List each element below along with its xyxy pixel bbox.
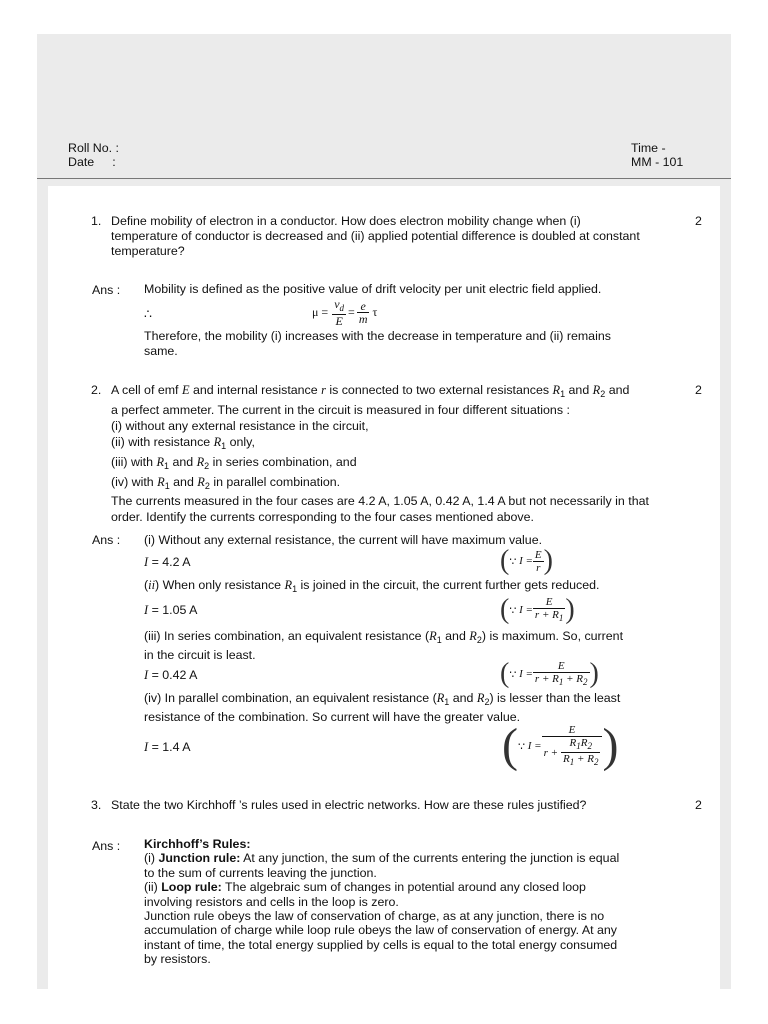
mobility-formula — [312, 298, 377, 327]
answer-line: to the sum of currents leaving the junction. — [144, 865, 377, 880]
question-line: temperature? — [111, 244, 185, 259]
frac-num: E — [542, 724, 603, 737]
question-line: a perfect ammeter. The current in the circuit is measured in four different situations : — [111, 402, 570, 417]
loop-rule — [144, 880, 684, 894]
rule-prefix: (ii) — [144, 880, 158, 895]
current-value: = 1.4 A — [148, 740, 191, 754]
formula-fraction-vd-over-e — [332, 298, 346, 327]
question-2-marks: 2 — [695, 383, 702, 397]
formula-mass: m — [358, 312, 368, 326]
answer-3-body — [144, 837, 684, 967]
current-value-3 — [144, 668, 197, 683]
current-value-4 — [144, 740, 191, 755]
answer-line: involving resistors and cells in the loop is zero. — [144, 894, 399, 909]
header-divider — [37, 178, 731, 179]
since-symbol: ∵ — [517, 740, 525, 753]
current-value-1 — [144, 555, 191, 570]
rule-text: At any junction, the sum of the currents entering the junction is equal — [240, 851, 620, 866]
current-value: = 4.2 A — [148, 555, 191, 569]
formula-vd: v — [334, 297, 340, 311]
current-value: = 0.42 A — [148, 668, 198, 682]
answer-1-line: Mobility is defined as the positive value of drift velocity per unit electric field applied. — [144, 282, 602, 296]
question-line: (ii) with resistance $R_1$ only, — [111, 434, 255, 451]
frac-num: E — [533, 660, 590, 673]
frac-den: r — [536, 561, 541, 574]
answer-line: resistance of the combination. So current will have the greater value. — [144, 710, 521, 725]
rule-text: The algebraic sum of changes in potential around any closed loop — [221, 880, 586, 895]
answer-label: Ans : — [92, 839, 121, 853]
r1: R — [569, 737, 577, 749]
fraction-e-over-r — [533, 549, 544, 574]
answer-label: Ans : — [92, 283, 121, 297]
rule-prefix: (i) — [144, 851, 156, 866]
question-3-text: State the two Kirchhoff ’s rules used in electric networks. How are these rules justified? — [111, 798, 587, 812]
date-label: Date — [68, 155, 95, 169]
time-label: Time - — [631, 141, 666, 155]
formula-equals: = — [348, 304, 355, 319]
fraction-series — [533, 660, 590, 688]
date-colon: : — [112, 155, 116, 169]
question-1-text — [111, 214, 691, 260]
answer-line: same. — [144, 344, 178, 359]
current-symbol: I — [144, 740, 149, 754]
fraction-e-over-r-plus-r1 — [533, 596, 565, 624]
formula-e-field: E — [335, 314, 343, 328]
current-value: = 1.05 A — [148, 603, 198, 617]
frac-den-r-plus: r + — [543, 746, 559, 759]
question-1-marks: 2 — [695, 214, 702, 228]
question-line: The currents measured in the four cases are 4.2 A, 1.05 A, 0.42 A, 1.4 A but not necessarily in that — [111, 494, 649, 509]
since-symbol: ∵ — [509, 668, 517, 681]
question-line: order. Identify the currents corresponding to the four cases mentioned above. — [111, 510, 534, 525]
since-symbol: ∵ — [509, 604, 517, 617]
frac-den-text: r + R — [534, 609, 559, 621]
answer-line: Therefore, the mobility (i) increases with the decrease in temperature and (ii) remains — [144, 329, 611, 343]
answer-1-conclusion — [144, 329, 684, 359]
formula-case-3: ( ∵ I = $\frac{E}{r + R_1 + R_2}$ ) — [500, 658, 599, 689]
formula-case-1: ( ∵ I = $\frac{E}{r}$ ) — [500, 545, 553, 576]
date-row — [68, 155, 119, 169]
formula-charge: e — [357, 300, 370, 313]
formula-mu: μ = — [312, 304, 329, 319]
answer-2-case-4 — [144, 691, 620, 725]
answer-line: instant of time, the total energy supplied by cells is equal to the total energy consumed — [144, 937, 618, 952]
current-value-2 — [144, 603, 197, 618]
question-line: (i) without any external resistance in the circuit, — [111, 418, 369, 433]
question-line: temperature of conductor is decreased and (ii) applied potential difference is doubled at constant — [111, 229, 640, 244]
frac-den-text: r + R — [534, 673, 559, 685]
frac-den: $r + R_1$ — [534, 609, 564, 623]
answer-line: Junction rule obeys the law of conservation of charge, as at any junction, there is no — [144, 909, 605, 924]
frac-num: E — [534, 548, 542, 561]
answer-line: by resistors. — [144, 952, 211, 967]
formula-case-4: ( ∵ I = E r + $\frac{R_1R_2}{R_1 + R_2}$ ) — [502, 719, 619, 772]
answer-line: accumulation of charge while loop rule obeys the law of conservation of energy. At any — [144, 923, 617, 938]
therefore-symbol: ∴ — [144, 307, 152, 321]
answer-line: in the circuit is least. — [144, 648, 256, 663]
fraction-parallel — [542, 724, 603, 768]
answer-line: (iii) In series combination, an equivalent resistance ($R_1$ and $R_2$) is maximum. So, current — [144, 629, 624, 645]
answer-2-case-2: (ii) When only resistance $R_1$ is joined in the circuit, the current further gets reduced. — [144, 578, 600, 594]
question-line: A cell of emf E and internal resistance r is connected to two external resistances $R_1$ and $R_2$ and — [111, 383, 630, 399]
current-symbol: I — [144, 668, 149, 682]
answer-2-case-3 — [144, 629, 623, 663]
frac-num-r1r2: $R_1R_2$ — [561, 737, 600, 753]
question-number: 1. — [91, 214, 102, 228]
answer-line: (iv) In parallel combination, an equivalent resistance ($R_1$ and $R_2$) is lesser than the least — [144, 691, 621, 707]
frac-den-sum: $R_1 + R_2$ — [563, 753, 599, 767]
fraction-r1r2-over-sum — [561, 737, 600, 768]
frac-den — [542, 737, 603, 768]
frac-num: E — [533, 596, 565, 609]
r1: R — [563, 753, 570, 765]
answer-label: Ans : — [92, 533, 121, 547]
answer-text: the circuit, the current further gets reduced. — [362, 578, 600, 592]
formula-fraction-e-over-m — [357, 300, 370, 325]
since-symbol: ∵ — [509, 555, 517, 568]
r2: R — [587, 753, 594, 765]
rule-title: Junction rule: — [158, 851, 241, 866]
frac-den: $r + R_1 + R_2$ — [534, 673, 588, 687]
question-3-marks: 2 — [695, 798, 702, 812]
header-left — [68, 141, 119, 169]
current-symbol: I — [144, 603, 149, 617]
question-line: (iii) with $R_1$ and $R_2$ in series combination, and — [111, 454, 357, 471]
question-number: 2. — [91, 383, 102, 397]
r2: R — [580, 737, 588, 749]
max-marks-label: MM - 101 — [631, 155, 684, 169]
answer-2-case-1: (i) Without any external resistance, the current will have maximum value. — [144, 533, 543, 547]
junction-rule — [144, 851, 684, 865]
formula-case-2: ( ∵ I = $\frac{E}{r + R_1}$ ) — [500, 594, 575, 625]
rule-title: Loop rule: — [161, 880, 222, 895]
current-symbol: I — [144, 555, 149, 569]
header-right — [631, 141, 683, 169]
kirchhoff-heading: Kirchhoff’s Rules: — [144, 837, 251, 851]
question-2-text — [111, 383, 695, 526]
roll-no-label: Roll No. : — [68, 141, 119, 155]
question-number: 3. — [91, 798, 102, 812]
formula-vd-sub: d — [339, 303, 345, 313]
question-line: (iv) with $R_1$ and $R_2$ in parallel combination. — [111, 474, 341, 491]
formula-tau: τ — [372, 304, 378, 319]
frac-den-r2: R — [576, 673, 584, 685]
question-line: Define mobility of electron in a conductor. How does electron mobility change when (i) — [111, 214, 581, 228]
